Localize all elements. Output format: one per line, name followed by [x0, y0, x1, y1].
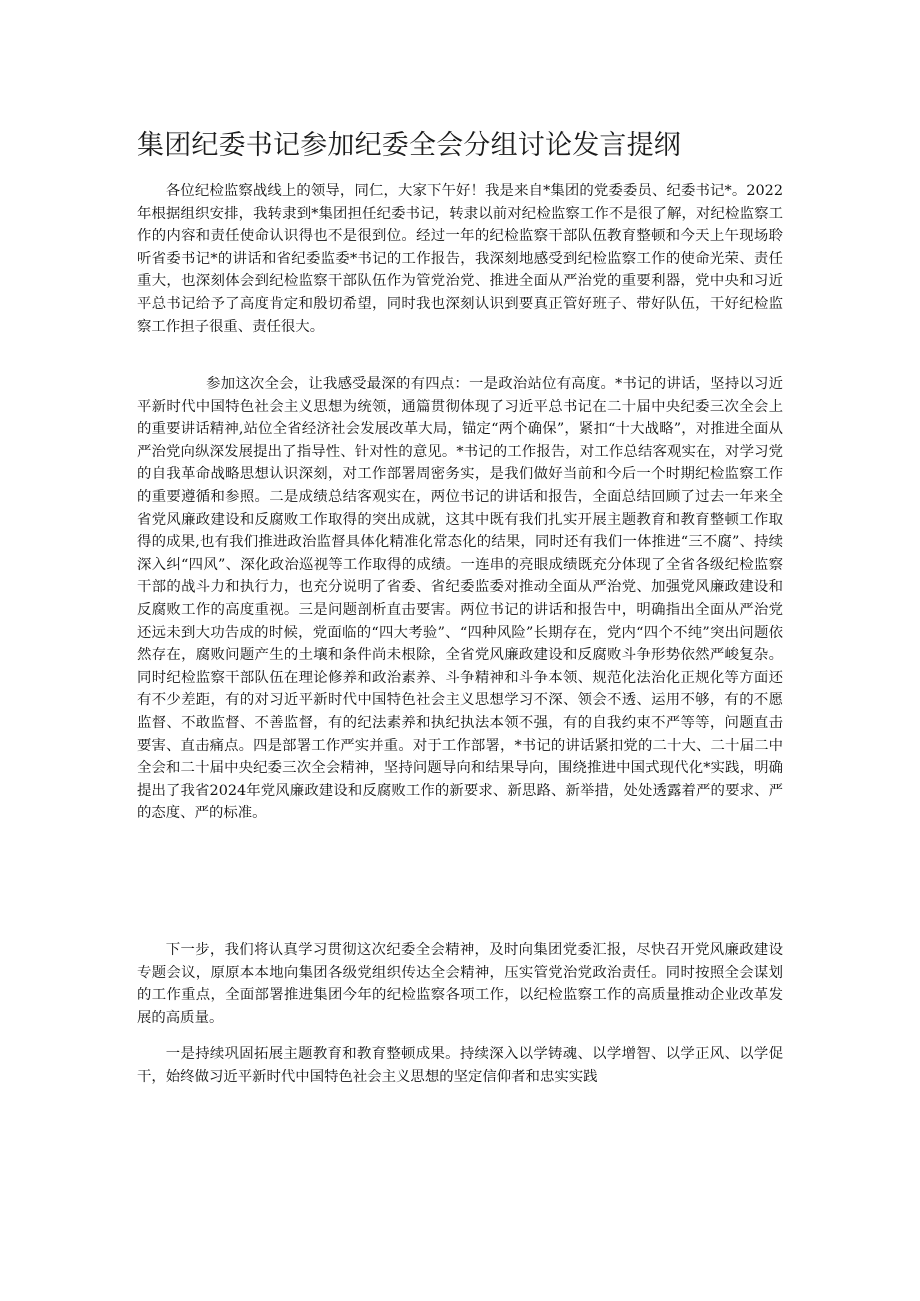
paragraph-greeting: 各位纪检监察战线上的领导，同仁，大家下午好！我是来自*集团的党委委员、纪委书记*。2022年根据组织安排，我转隶到*集团担任纪委书记，转隶以前对纪检监察工作不是很了解，对纪检监察工作的内容和责任使命认识得也不是很到位。经过一年的纪检监察干部队伍教育整顿和今天上午现场聆听省委书记*的讲话和省纪委监委*书记的工作报告，我深刻地感受到纪检监察工作的使命光荣、责任重大，也深刻体会到纪检监察干部队伍作为管党治党、推进全面从严治党的重要利器，党中央和习近平总书记给予了高度肯定和殷切希望，同时我也深刻认识到要真正管好班子、带好队伍，干好纪检监察工作担子很重、责任很大。	[137, 183, 783, 335]
document-title: 集团纪委书记参加纪委全会分组讨论发言提纲	[137, 130, 681, 161]
paragraph-four-impressions: 参加这次全会，让我感受最深的有四点：一是政治站位有高度。*书记的讲话，坚持以习近平新时代中国特色社会主义思想为统领，通篇贯彻体现了习近平总书记在二十届中央纪委三次全会上的重要讲话精神,站位全省经济社会发展改革大局，锚定“两个确保”，紧扣“十大战略”，对推进全面从严治党向纵深发展提出了指导性、针对性的意见。*书记的工作报告，对工作总结客观实在，对学习党的自我革命战略思想认识深刻，对工作部署周密务实，是我们做好当前和今后一个时期纪检监察工作的重要遵循和参照。二是成绩总结客观实在，两位书记的讲话和报告，全面总结回顾了过去一年来全省党风廉政建设和反腐败工作取得的突出成就，这其中既有我们扎实开展主题教育和教育整顿工作取得的成果,也有我们推进政治监督具体化精准化常态化的结果，同时还有我们一体推进“三不腐”、持续深入纠“四风”、深化政治巡视等工作取得的成绩。一连串的亮眼成绩既充分体现了全省各级纪检监察干部的战斗力和执行力，也充分说明了省委、省纪委监委对推动全面从严治党、加强党风廉政建设和反腐败工作的高度重视。三是问题剖析直击要害。两位书记的讲话和报告中，明确指出全面从严治党还远未到大功告成的时候，党面临的“四大考验”、“四种风险”长期存在，党内“四个不纯”突出问题依然存在，腐败问题产生的土壤和条件尚未根除，全省党风廉政建设和反腐败斗争形势依然严峻复杂。同时纪检监察干部队伍在理论修养和政治素养、斗争精神和斗争本领、规范化法治化正规化等方面还有不少差距，有的对习近平新时代中国特色社会主义思想学习不深、领会不透、运用不够，有的不愿监督、不敢监督、不善监督，有的纪法素养和执纪执法本领不强，有的自我约束不严等等，问题直击要害、直击痛点。四是部署工作严实并重。对于工作部署，*书记的讲话紧扣党的二十大、二十届二中全会和二十届中央纪委三次全会精神，坚持问题导向和结果导向，围绕推进中国式现代化*实践，明确提出了我省2024年党风廉政建设和反腐败工作的新要求、新思路、新举措，处处透露着严的要求、严的态度、严的标准。	[137, 376, 783, 822]
paragraph-next-steps: 下一步，我们将认真学习贯彻这次纪委全会精神，及时向集团党委汇报，尽快召开党风廉政建设专题会议，原原本本地向集团各级党组织传达全会精神，压实管党治党政治责任。同时按照全会谋划的工作重点，全面部署推进集团今年的纪检监察各项工作，以纪检监察工作的高质量推动企业改革发展的高质量。	[137, 942, 783, 1026]
paragraph-point-one: 一是持续巩固拓展主题教育和教育整顿成果。持续深入以学铸魂、以学增智、以学正风、以学促干，始终做习近平新时代中国特色社会主义思想的坚定信仰者和忠实实践	[137, 1046, 783, 1085]
